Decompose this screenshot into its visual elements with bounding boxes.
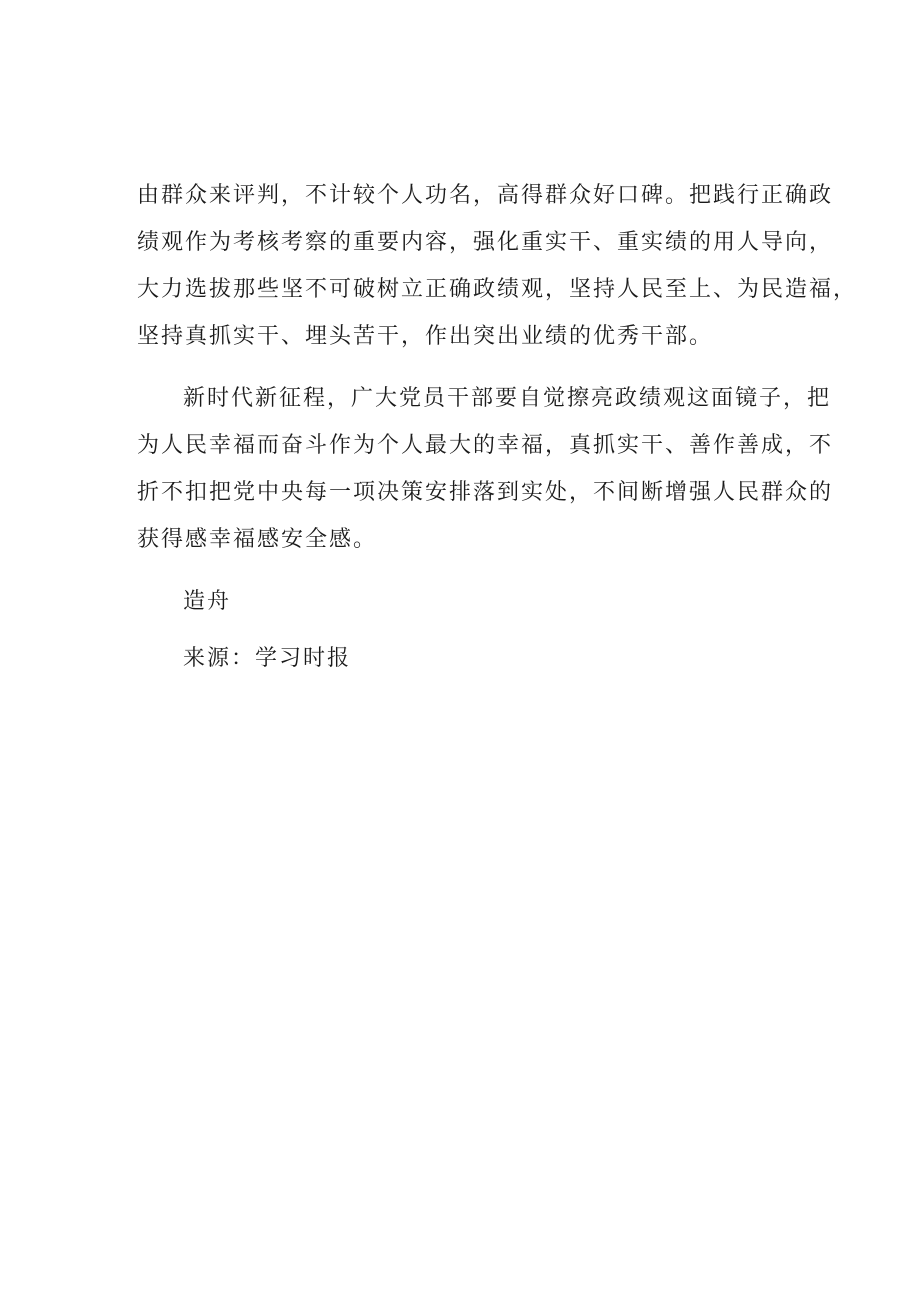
text-line: 获得感幸福感安全感。 (137, 527, 378, 552)
text-line: 由群众来评判，不计较个人功名，高得群众好口碑。把践行正确政 (137, 183, 834, 208)
paragraph-2 (137, 375, 834, 563)
source-credit: 来源：学习时报 (183, 646, 352, 671)
paragraph-1 (137, 172, 858, 360)
text-line: 坚持真抓实干、埋头苦干，作出突出业绩的优秀干部。 (137, 324, 714, 349)
author-name: 造舟 (183, 589, 232, 614)
text-line: 新时代新征程，广大党员干部要自觉擦亮政绩观这面镜子，把 (183, 386, 832, 411)
text-line: 大力选拔那些坚不可破树立正确政绩观，坚持人民至上、为民造福， (137, 277, 858, 302)
text-line: 为人民幸福而奋斗作为个人最大的幸福，真抓实干、善作善成，不 (137, 433, 834, 458)
article-body (137, 172, 858, 682)
text-line: 折不扣把党中央每一项决策安排落到实处，不间断增强人民群众的 (137, 480, 834, 505)
text-line: 绩观作为考核考察的重要内容，强化重实干、重实绩的用人导向， (137, 230, 834, 255)
